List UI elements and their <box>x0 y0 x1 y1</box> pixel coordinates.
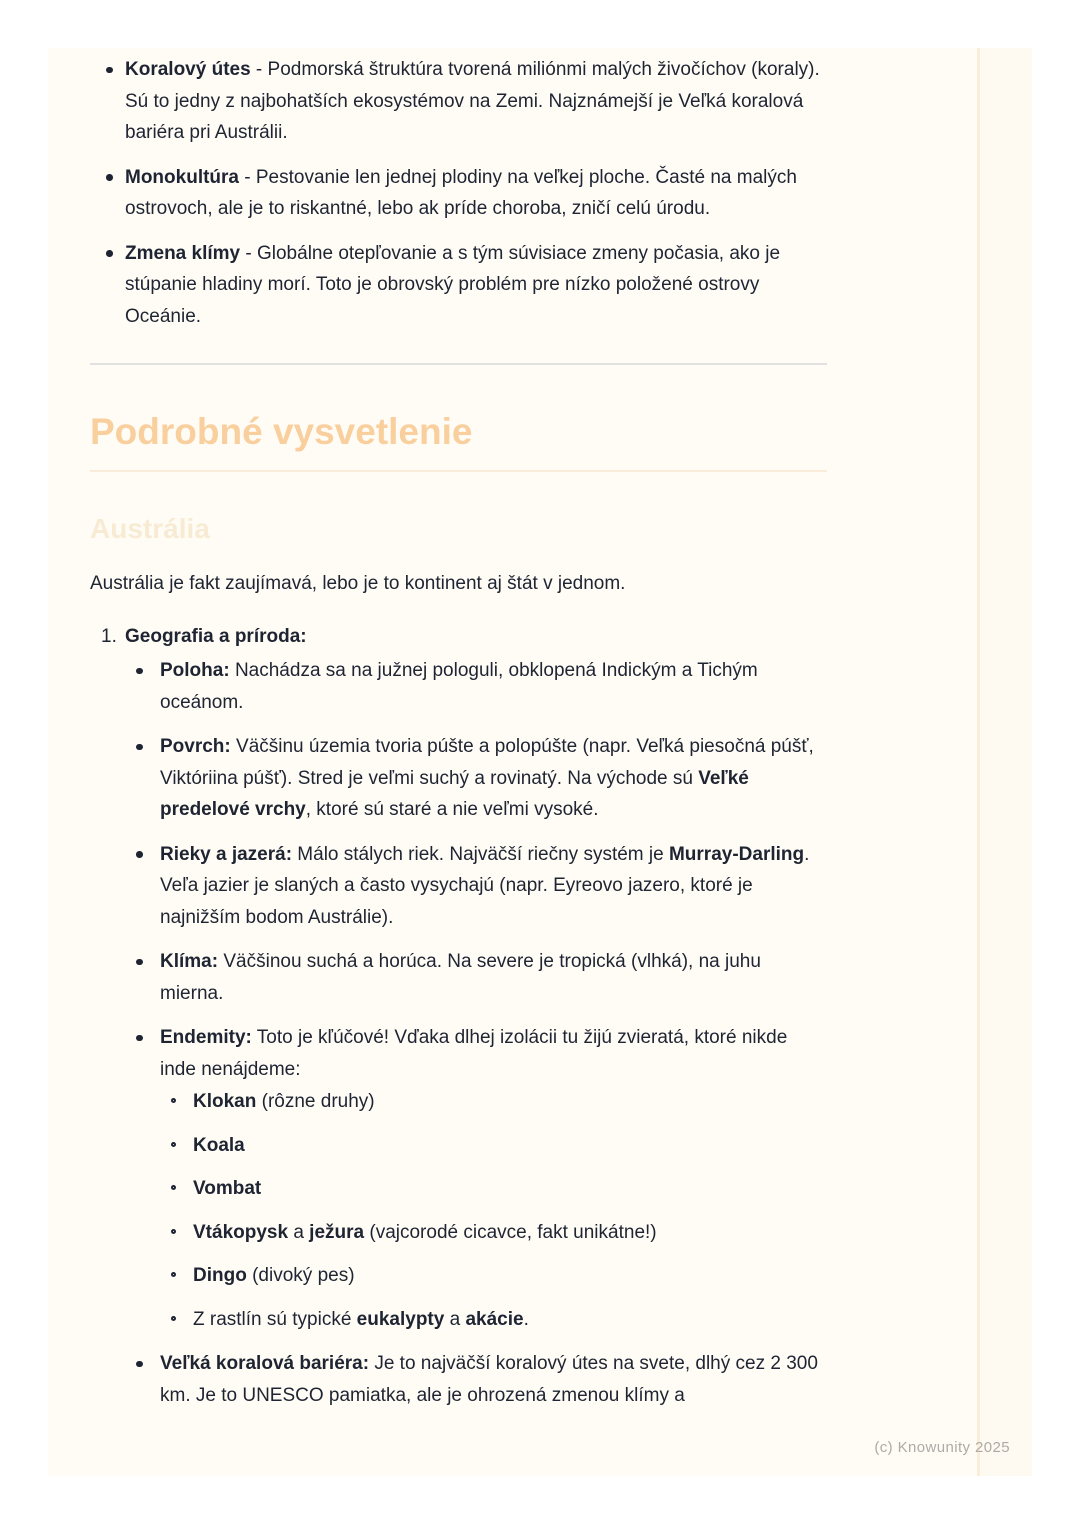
topic-bold: Veľké predelové vrchy <box>160 767 749 820</box>
topic-text: Nachádza sa na južnej pologuli, obklopená Indickým a Tichým oceánom. <box>160 660 758 713</box>
animal-text: a <box>444 1308 466 1330</box>
section-heading: Austrália <box>90 513 210 544</box>
term-item <box>90 238 827 333</box>
term-text: - Podmorská štruktúra tvorená miliónmi malých živočíchov (koraly). Sú to jedny z najbohatších ekosystémov na Zemi. Najznámejší je Veľká koralová bariéra pri Austrálii. <box>125 59 820 143</box>
topic-bold: Murray-Darling <box>668 843 805 865</box>
bullet-marker <box>106 250 113 257</box>
term-label: Monokultúra <box>125 166 239 188</box>
topic-item <box>90 946 827 1009</box>
item-number: 1. <box>101 625 117 647</box>
animal-item <box>160 1217 827 1249</box>
term-item <box>90 54 827 149</box>
animal-text: . <box>523 1308 529 1330</box>
animal-item <box>160 1260 827 1292</box>
term-item <box>90 162 827 225</box>
topic-label: Endemity: <box>160 1027 252 1048</box>
watermark: (c) Knowunity 2025 <box>874 1439 1010 1456</box>
animal-item <box>160 1173 827 1205</box>
bullet-marker <box>136 1361 143 1368</box>
section-divider <box>90 363 827 365</box>
animal-item <box>160 1304 827 1336</box>
topic-item <box>90 1348 827 1411</box>
animal-text: Z rastlín sú typické <box>193 1308 357 1330</box>
bullet-marker <box>136 668 143 675</box>
bullet-marker <box>136 851 143 858</box>
animal-name: eukalypty <box>356 1308 445 1330</box>
topic-text: Je to najväčší koralový útes na svete, dlhý cez 2 300 km. Je to UNESCO pamiatka, ale je ohrozená zmenou klímy a <box>160 1353 818 1406</box>
term-text: - Pestovanie len jednej plodiny na veľkej ploche. Časté na malých ostrovoch, ale je to riskantné, lebo ak príde choroba, zničí celú úrodu. <box>125 166 797 219</box>
terms-list <box>90 54 827 332</box>
numbered-item <box>90 621 827 1412</box>
term-text: - Globálne otepľovanie a s tým súvisiace zmeny počasia, ako je stúpanie hladiny morí. Toto je obrovský problém pre nízko položené ostrovy Oceánie. <box>125 242 781 327</box>
animal-name: ježura <box>309 1221 365 1243</box>
animal-item <box>160 1086 827 1118</box>
topic-label: Rieky a jazerá: <box>160 843 293 865</box>
animal-name: Klokan <box>193 1091 257 1112</box>
circle-marker <box>171 1185 176 1190</box>
animal-name: akácie <box>465 1308 524 1330</box>
animal-text: (divoký pes) <box>246 1265 355 1286</box>
numbered-list <box>90 621 827 1412</box>
circle-marker <box>171 1316 176 1321</box>
topic-text: . Veľa jazier je slaných a často vysychajú (napr. Eyreovo jazero, ktoré je najnižším bodom Austrálie). <box>160 843 810 928</box>
topic-item <box>90 731 827 826</box>
topic-item <box>90 839 827 934</box>
page-title: Podrobné vysvetlenie <box>90 409 827 472</box>
animal-text: a <box>288 1221 310 1243</box>
circle-marker <box>171 1229 176 1234</box>
animal-text: (vajcorodé cicavce, fakt unikátne!) <box>364 1221 657 1243</box>
topic-text: Toto je kľúčové! Vďaka dlhej izolácii tu žijú zvieratá, ktoré nikde inde nenájdeme: <box>160 1027 788 1080</box>
topic-list <box>90 655 827 1411</box>
term-label: Zmena klímy <box>125 242 241 264</box>
topic-label: Poloha: <box>160 660 230 681</box>
document-content <box>90 54 827 1424</box>
numbered-item-title <box>90 621 827 653</box>
animal-name: Koala <box>193 1134 245 1156</box>
animal-item <box>160 1130 827 1162</box>
topic-text: Väčšinu územia tvoria púšte a polopúšte (napr. Veľká piesočná púšť, Viktóriina púšť). Stred je veľmi suchý a rovinatý. Na východe sú <box>160 736 814 789</box>
circle-marker <box>171 1142 176 1147</box>
bullet-marker <box>136 744 143 751</box>
animal-name: Dingo <box>193 1265 247 1286</box>
bullet-marker <box>106 174 113 181</box>
intro-paragraph: Austrália je fakt zaujímavá, lebo je to kontinent aj štát v jednom. <box>90 573 626 594</box>
bullet-marker <box>136 959 143 966</box>
circle-marker <box>171 1272 176 1277</box>
topic-item <box>90 655 827 718</box>
animal-name: Vombat <box>193 1178 262 1199</box>
document-page <box>48 48 1032 1476</box>
term-label: Koralový útes <box>125 59 251 80</box>
animal-name: Vtákopysk <box>193 1221 289 1243</box>
topic-text: , ktoré sú staré a nie veľmi vysoké. <box>305 799 599 820</box>
topic-item <box>90 1022 827 1335</box>
item-title: Geografia a príroda: <box>125 625 307 647</box>
topic-text: Málo stálych riek. Najväčší riečny systém je <box>292 843 669 865</box>
animal-text: (rôzne druhy) <box>256 1091 375 1112</box>
bullet-marker <box>106 67 113 74</box>
topic-label: Klíma: <box>160 951 219 972</box>
topic-label: Povrch: <box>160 736 231 757</box>
animals-list <box>160 1086 827 1335</box>
bullet-marker <box>136 1035 143 1042</box>
page-edge-strip <box>977 48 1032 1476</box>
circle-marker <box>171 1098 176 1103</box>
topic-text: Väčšinou suchá a horúca. Na severe je tropická (vlhká), na juhu mierna. <box>160 951 761 1004</box>
topic-label: Veľká koralová bariéra: <box>160 1353 370 1374</box>
